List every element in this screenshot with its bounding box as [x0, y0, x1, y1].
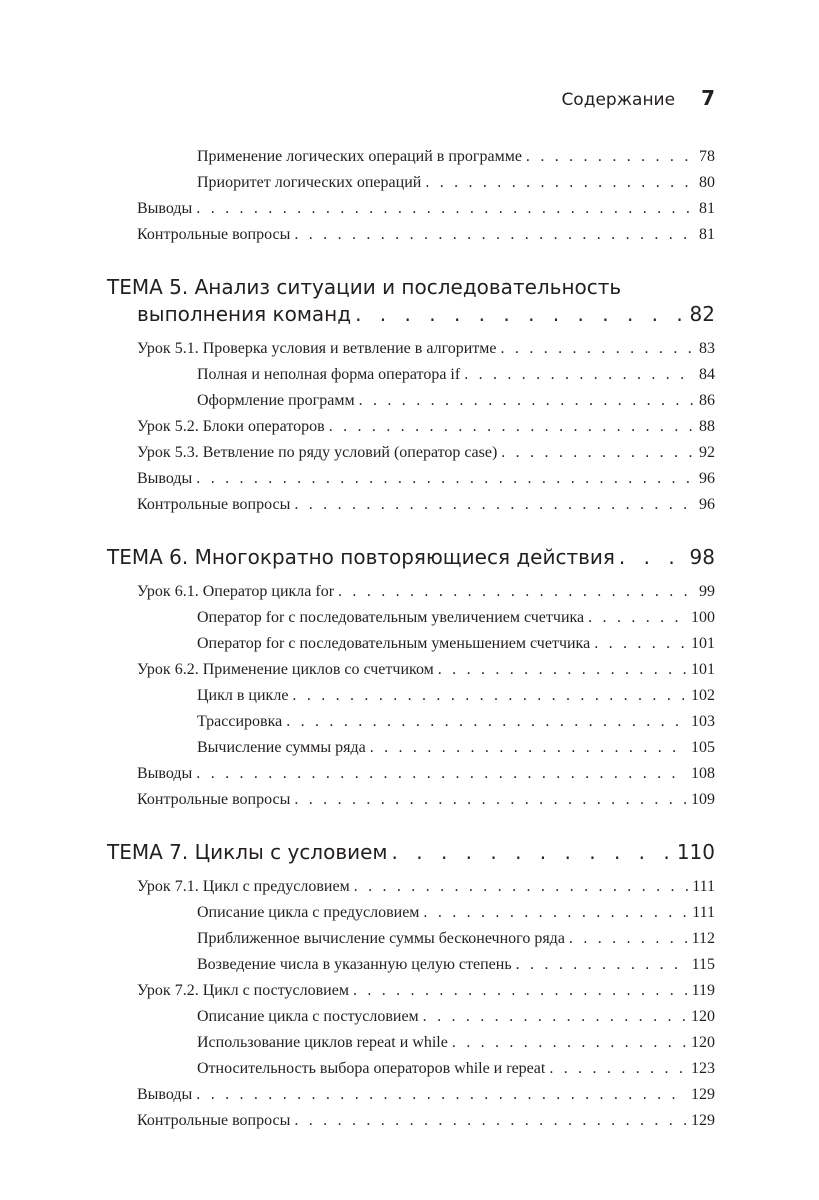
- entry-page: 84: [699, 366, 715, 383]
- toc-entry: [107, 978, 715, 1004]
- entry-page: 101: [691, 635, 715, 652]
- topic-page: 110: [676, 840, 715, 864]
- entry-label: Описание цикла с постусловием: [197, 1008, 419, 1025]
- entry-label: Использование циклов repeat и while: [197, 1034, 448, 1051]
- toc-entry: [107, 579, 715, 605]
- entry-page: 83: [699, 340, 715, 357]
- topic-title-line1: ТЕМА 5. Анализ ситуации и последовательность: [107, 275, 622, 299]
- dot-leader: [425, 170, 695, 196]
- dot-leader: [619, 544, 686, 571]
- entry-page: 99: [699, 583, 715, 600]
- toc-entry: [107, 222, 715, 248]
- topic-page: 98: [689, 545, 715, 569]
- entry-page: 92: [699, 444, 715, 461]
- topic-title-row: [107, 839, 715, 866]
- dot-leader: [501, 336, 695, 362]
- toc-entry: [107, 492, 715, 518]
- dot-leader: [594, 631, 687, 657]
- entry-label: Выводы: [137, 200, 193, 217]
- toc-entry: [107, 1108, 715, 1134]
- entry-label: Приоритет логических операций: [197, 174, 422, 191]
- toc-entry: [107, 388, 715, 414]
- dot-leader: [423, 1004, 687, 1030]
- entry-label: Урок 7.2. Цикл с постусловием: [137, 982, 349, 999]
- toc-entry: [107, 631, 715, 657]
- toc-entry: [107, 1030, 715, 1056]
- entry-page: 111: [692, 878, 715, 895]
- topic-page: 82: [689, 302, 715, 326]
- entry-label: Выводы: [137, 1086, 193, 1103]
- dot-leader: [501, 440, 695, 466]
- toc-entry: [107, 900, 715, 926]
- entry-label: Урок 6.2. Применение циклов со счетчиком: [137, 661, 434, 678]
- toc-entry: [107, 1056, 715, 1082]
- entry-page: 111: [692, 904, 715, 921]
- entry-label: Контрольные вопросы: [137, 226, 291, 243]
- topic-heading: [107, 839, 715, 866]
- entry-page: 102: [691, 687, 715, 704]
- toc-entry: [107, 787, 715, 813]
- entry-page: 101: [691, 661, 715, 678]
- entry-label: Полная и неполная форма оператора if: [197, 366, 461, 383]
- entry-page: 100: [691, 609, 715, 626]
- entry-label: Урок 5.3. Ветвление по ряду условий (оператор case): [137, 444, 498, 461]
- entry-label: Описание цикла с предусловием: [197, 904, 420, 921]
- toc-entry: [107, 362, 715, 388]
- toc-entry: [107, 1082, 715, 1108]
- dot-leader: [292, 683, 687, 709]
- dot-leader: [464, 362, 695, 388]
- toc-entry: [107, 683, 715, 709]
- dot-leader: [286, 709, 687, 735]
- dot-leader: [452, 1030, 687, 1056]
- entry-label: Вычисление суммы ряда: [197, 739, 366, 756]
- dot-leader: [354, 874, 688, 900]
- toc-entry: [107, 709, 715, 735]
- entry-page: 129: [691, 1086, 715, 1103]
- entry-label: Оператор for с последовательным увеличением счетчика: [197, 609, 585, 626]
- dot-leader: [370, 735, 687, 761]
- toc-entry: [107, 735, 715, 761]
- topic-title: выполнения команд: [137, 302, 352, 326]
- toc-entry: [107, 605, 715, 631]
- dot-leader: [338, 579, 695, 605]
- topic-title: ТЕМА 6. Многократно повторяющиеся действия: [107, 545, 615, 569]
- entry-page: 129: [691, 1112, 715, 1129]
- entry-page: 78: [699, 148, 715, 165]
- toc-entry: [107, 657, 715, 683]
- entry-label: Оператор for с последовательным уменьшением счетчика: [197, 635, 591, 652]
- dot-leader: [353, 978, 688, 1004]
- dot-leader: [423, 900, 688, 926]
- dot-leader: [329, 414, 695, 440]
- toc-entry: [107, 414, 715, 440]
- entry-page: 120: [691, 1008, 715, 1025]
- dot-leader: [526, 144, 695, 170]
- entry-label: Контрольные вопросы: [137, 1112, 291, 1129]
- dot-leader: [516, 952, 688, 978]
- header-title: Содержание: [561, 90, 676, 110]
- toc-entry: [107, 170, 715, 196]
- dot-leader: [294, 492, 695, 518]
- entry-label: Контрольные вопросы: [137, 791, 291, 808]
- dot-leader: [359, 388, 695, 414]
- page-number: 7: [701, 86, 715, 110]
- entry-page: 96: [699, 470, 715, 487]
- entry-label: Цикл в цикле: [197, 687, 289, 704]
- entry-label: Приближенное вычисление суммы бесконечного ряда: [197, 930, 565, 947]
- dot-leader: [438, 657, 687, 683]
- entry-page: 80: [699, 174, 715, 191]
- dot-leader: [294, 787, 687, 813]
- entry-label: Возведение числа в указанную целую степень: [197, 956, 512, 973]
- topic-title-row: [107, 301, 715, 328]
- entry-page: 81: [699, 226, 715, 243]
- dot-leader: [196, 761, 687, 787]
- entry-label: Урок 6.1. Оператор цикла for: [137, 583, 335, 600]
- entry-page: 105: [691, 739, 715, 756]
- toc-entry: [107, 144, 715, 170]
- dot-leader: [549, 1056, 687, 1082]
- running-header: [561, 86, 715, 110]
- entry-label: Применение логических операций в программе: [197, 148, 522, 165]
- toc-entry: [107, 761, 715, 787]
- entry-page: 115: [691, 956, 715, 973]
- topic-title-row: [107, 544, 715, 571]
- dot-leader: [196, 466, 695, 492]
- toc-entry: [107, 440, 715, 466]
- toc-entry: [107, 466, 715, 492]
- topic-title: ТЕМА 7. Циклы с условием: [107, 840, 388, 864]
- toc-entry: [107, 1004, 715, 1030]
- entry-page: 120: [691, 1034, 715, 1051]
- entry-page: 86: [699, 392, 715, 409]
- dot-leader: [588, 605, 687, 631]
- entry-page: 88: [699, 418, 715, 435]
- entry-label: Контрольные вопросы: [137, 496, 291, 513]
- entry-page: 96: [699, 496, 715, 513]
- dot-leader: [294, 222, 695, 248]
- entry-label: Относительность выбора операторов while и repeat: [197, 1060, 546, 1077]
- entry-label: Выводы: [137, 470, 193, 487]
- toc-entry: [107, 336, 715, 362]
- table-of-contents: [107, 144, 715, 1134]
- entry-page: 112: [691, 930, 715, 947]
- dot-leader: [294, 1108, 687, 1134]
- entry-label: Выводы: [137, 765, 193, 782]
- entry-label: Оформление программ: [197, 392, 355, 409]
- entry-label: Урок 5.2. Блоки операторов: [137, 418, 325, 435]
- toc-entry: [107, 196, 715, 222]
- entry-page: 119: [691, 982, 715, 999]
- topic-heading: [107, 544, 715, 571]
- entry-label: Урок 5.1. Проверка условия и ветвление в алгоритме: [137, 340, 497, 357]
- dot-leader: [392, 839, 673, 866]
- topic-heading: [107, 274, 715, 328]
- entry-page: 123: [691, 1060, 715, 1077]
- entry-page: 103: [691, 713, 715, 730]
- toc-entry: [107, 874, 715, 900]
- toc-entry: [107, 952, 715, 978]
- dot-leader: [569, 926, 688, 952]
- dot-leader: [196, 196, 695, 222]
- dot-leader: [196, 1082, 687, 1108]
- entry-page: 108: [691, 765, 715, 782]
- entry-page: 81: [699, 200, 715, 217]
- entry-label: Урок 7.1. Цикл с предусловием: [137, 878, 350, 895]
- entry-page: 109: [691, 791, 715, 808]
- dot-leader: [355, 301, 685, 328]
- entry-label: Трассировка: [197, 713, 283, 730]
- toc-entry: [107, 926, 715, 952]
